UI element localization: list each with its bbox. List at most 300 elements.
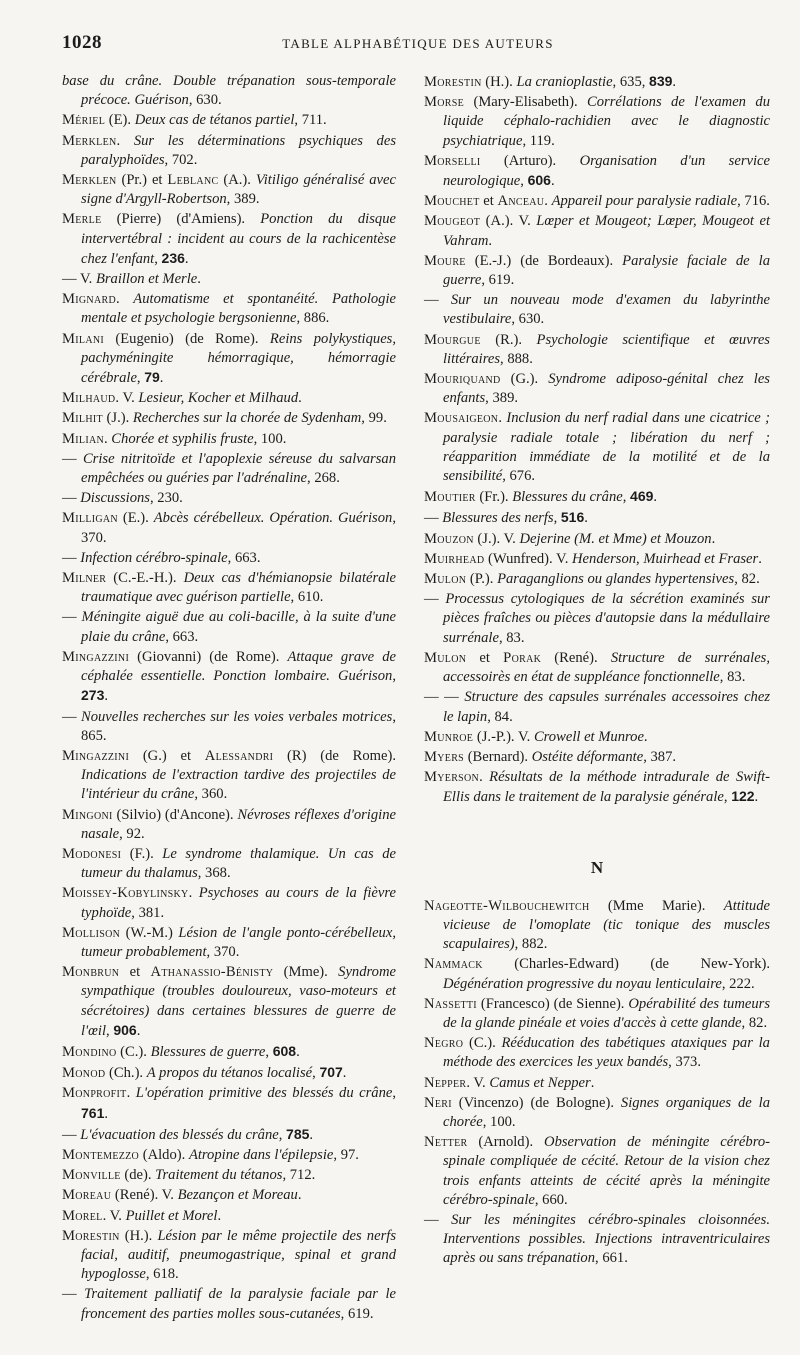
entry-text: ,: [312, 1065, 320, 1082]
entry-title: Syndrome adiposo-génital chez les enfants: [443, 371, 770, 407]
entry-text: (Vincenzo) (de Bologne).: [451, 1094, 621, 1111]
entry-page-ref: 707: [319, 1064, 343, 1081]
index-entry: [424, 291, 770, 329]
index-entry: [424, 570, 770, 589]
entry-text: . V.: [102, 1207, 126, 1224]
entry-title: Résultats de la méthode intradurale de Swift-Ellis dans le traitement de la paralysie générale: [443, 769, 770, 806]
entry-author: Porak: [503, 649, 542, 666]
entry-author: Mouchet: [424, 193, 480, 210]
entry-title: Camus et Nepper: [489, 1074, 591, 1091]
entry-text: .: [297, 1187, 302, 1204]
entry-author: Nassetti: [424, 995, 477, 1012]
entry-text: (A.).: [218, 172, 256, 189]
entry-text: (Mary-Elisabeth).: [464, 94, 588, 111]
entry-text: , 100.: [253, 430, 287, 447]
entry-author: Myers: [424, 748, 465, 765]
index-entry: [424, 590, 770, 648]
entry-author: Monprofit: [62, 1085, 127, 1102]
entry-author: Morestin: [424, 74, 482, 90]
entry-author: Myerson: [424, 769, 480, 786]
entry-text: .: [115, 291, 134, 308]
index-entry: [424, 748, 770, 767]
index-entry: [62, 1285, 396, 1323]
index-entry: [62, 1084, 396, 1123]
entry-author: Mulon: [424, 649, 467, 666]
entry-page-ref: 236: [161, 249, 185, 266]
page-number: 1028: [62, 32, 102, 53]
entry-text: ,: [265, 1043, 273, 1060]
entry-title: Blessures des nerfs: [442, 510, 554, 527]
entry-title: Ostéite déformante: [531, 748, 644, 765]
entry-text: et: [466, 649, 504, 666]
entry-title: Structure de surrénales, accessoirès en état de suppléance fonctionnelle: [443, 649, 770, 686]
entry-text: ,: [723, 789, 732, 806]
entry-text: , 630.: [188, 92, 222, 109]
index-entry: [424, 212, 770, 250]
entry-text: —: [62, 1126, 81, 1143]
entry-text: , 663.: [165, 628, 199, 645]
entry-text: (H.).: [119, 1227, 158, 1244]
index-entry: [424, 1211, 770, 1269]
entry-text: , 83.: [719, 669, 746, 686]
entry-text: , 660.: [534, 1191, 568, 1208]
index-entry: [62, 171, 396, 209]
entry-text: , 619.: [481, 272, 515, 289]
entry-text: , 82.: [734, 571, 760, 588]
entry-text: (Mme Marie).: [589, 897, 724, 914]
entry-text: (F.).: [121, 845, 163, 862]
entry-text: (E.-J.) (de Bordeaux).: [465, 252, 623, 269]
entry-page-ref: 79: [144, 369, 160, 386]
index-entry: [424, 649, 770, 687]
entry-page-ref: 469: [630, 488, 654, 505]
index-entry: [424, 331, 770, 369]
entry-author: Monod: [62, 1065, 106, 1082]
entry-title: Signes organiques de la chorée: [443, 1094, 770, 1130]
entry-text: .: [479, 769, 490, 786]
index-entry: [62, 290, 396, 328]
entry-title: Rééducation des tabétiques ataxiques par la méthode des exercices les yeux bandés: [443, 1035, 770, 1071]
entry-page-ref: 606: [527, 172, 551, 189]
right-column: [424, 72, 770, 1270]
entry-title: Deux cas de tétanos partiel: [134, 112, 295, 129]
entry-author: Neri: [424, 1094, 452, 1111]
entry-title: Opérabilité des tumeurs de la glande pinéale et voies d'accès à cette glande: [443, 995, 770, 1031]
entry-author: Morse: [424, 94, 465, 111]
entry-text: , 886.: [296, 310, 330, 327]
entry-title: Lœper et Mougeot; Lœper, Mougeot et Vahram: [443, 213, 770, 249]
entry-title: Attaque grave de céphalée essentielle. Ponction lombaire. Guérison: [81, 648, 396, 685]
entry-title: Psychologie scientifique et œuvres littéraires: [443, 331, 770, 367]
entry-author: Monville: [62, 1167, 121, 1184]
entry-text: (J.-P.). V.: [473, 728, 534, 745]
entry-author: Milhaud: [62, 390, 116, 407]
index-entry: [62, 884, 396, 922]
entry-text: (H.).: [481, 74, 517, 90]
entry-author: Mollison: [62, 924, 121, 941]
entry-text: .: [584, 510, 588, 527]
entry-author: Munroe: [424, 728, 474, 745]
entry-author: Merklen: [62, 172, 117, 189]
entry-text: .: [217, 1207, 222, 1224]
entry-title: A propos du tétanos localisé: [146, 1065, 313, 1082]
entry-text: ,: [392, 1085, 396, 1102]
entry-title: Organisation d'un service neurologique: [443, 152, 771, 190]
entry-author: Moissey-Kobylinsky: [62, 885, 189, 902]
entry-title: Sur les déterminations psychiques des paralyphoïdes: [81, 132, 396, 168]
index-entry: [62, 708, 396, 746]
entry-author: Mignard: [62, 291, 116, 308]
entry-text: — —: [424, 689, 465, 706]
entry-title: Processus cytologiques de la sécrétion examinés sur pièces fraîches ou pièces d'autopsie dans la médullaire surrénale: [443, 591, 770, 646]
index-entry: [62, 963, 396, 1041]
entry-title: Braillon et Merle: [95, 271, 198, 288]
entry-text: , 389.: [226, 191, 260, 208]
entry-text: ,: [622, 489, 631, 506]
index-entry: [62, 1227, 396, 1285]
entry-author: Nepper: [424, 1074, 467, 1091]
entry-text: , 610.: [290, 589, 324, 606]
entry-page-ref: 839: [649, 73, 673, 89]
entry-author: Mougeot: [424, 213, 481, 230]
entry-text: (P.).: [466, 571, 498, 588]
index-entry: [62, 549, 396, 568]
index-entry: [62, 1166, 396, 1185]
index-entry: [62, 509, 396, 547]
entry-text: , 882.: [514, 936, 548, 953]
entry-text: (Giovanni) (de Rome).: [129, 648, 288, 665]
index-entry: [62, 111, 396, 130]
index-entry: [424, 768, 770, 807]
entry-title: L'opération primitive des blessés du crâne: [135, 1085, 393, 1102]
index-entry: [62, 747, 396, 805]
entry-text: , 618.: [145, 1266, 179, 1283]
entry-text: (René).: [541, 649, 611, 666]
entry-title: Atropine dans l'épilepsie: [188, 1146, 334, 1163]
entry-author: Milligan: [62, 510, 118, 527]
entry-text: .: [544, 193, 552, 210]
entry-text: (E.).: [117, 510, 154, 527]
entry-title: Lésion de l'angle ponto-cérébelleux, tumeur probablement: [81, 924, 396, 960]
entry-title: Ponction du disque intervertébral : incident au cours de la rachicentèse chez l'enfant: [81, 211, 396, 267]
entry-text: , 676.: [502, 468, 536, 485]
index-entry: [62, 1125, 396, 1145]
entry-author: Modonesi: [62, 845, 122, 862]
entry-author: Muirhead: [424, 550, 485, 567]
entry-text: .: [298, 390, 302, 407]
entry-text: , 83.: [498, 629, 525, 646]
entry-text: ,: [154, 250, 162, 267]
entry-text: , 370.: [81, 510, 396, 546]
entry-text: —: [62, 490, 81, 507]
entry-text: , 381.: [131, 904, 165, 921]
entry-text: , 661.: [595, 1250, 628, 1267]
entry-text: , 389.: [485, 390, 519, 407]
entry-text: , 222.: [721, 975, 755, 992]
entry-title: Sur un nouveau mode d'examen du labyrinthe vestibulaire: [443, 292, 770, 328]
entry-author: Montemezzo: [62, 1146, 140, 1163]
index-entry: [62, 210, 396, 269]
entry-author: Mulon: [424, 571, 467, 588]
index-entry: [62, 489, 396, 508]
entry-author: Alessandri: [204, 747, 274, 764]
entry-title: Automatisme et spontanéité. Pathologie mentale et psychologie bergsonienne: [81, 291, 397, 327]
entry-text: , 711.: [294, 112, 327, 129]
entry-text: . V.: [115, 390, 139, 407]
entry-text: .: [188, 885, 199, 902]
entry-page-ref: 516: [560, 509, 585, 526]
entry-text: (G.) et: [129, 747, 205, 764]
entry-text: ,: [553, 510, 561, 527]
entry-text: —: [424, 1211, 452, 1228]
entry-text: .: [643, 728, 648, 745]
entry-title: Deux cas d'hémianopsie bilatérale traumatique avec guérison partielle: [81, 570, 396, 606]
entry-text: (R.).: [480, 331, 537, 348]
entry-text: ,: [106, 1022, 114, 1039]
entry-text: (R) (de Rome).: [273, 747, 397, 764]
entry-text: .: [672, 74, 677, 90]
index-entry: [424, 1133, 770, 1210]
entry-text: (W.-M.): [120, 924, 179, 941]
entry-text: .: [653, 489, 658, 506]
index-entry: [62, 409, 396, 428]
entry-author: Milner: [62, 570, 107, 587]
entry-author: Mingazzini: [62, 747, 130, 764]
entry-text: , 268.: [307, 470, 340, 487]
index-entry: [62, 845, 396, 883]
entry-text: (de).: [120, 1167, 156, 1184]
entry-text: — V.: [62, 271, 96, 288]
entry-author: Moreau: [62, 1187, 112, 1204]
entry-text: , 387.: [643, 748, 677, 765]
entry-author: Morel: [62, 1207, 103, 1224]
entry-title: base du crâne. Double trépanation sous-temporale précoce. Guérison: [62, 73, 396, 109]
entry-author: Moutier: [424, 489, 476, 506]
entry-text: , 84.: [487, 708, 513, 725]
entry-text: ,: [136, 370, 145, 387]
entry-text: —: [424, 292, 451, 309]
index-entry: [424, 1034, 770, 1072]
entry-author: Merklen: [62, 132, 117, 149]
entry-author: Morestin: [62, 1227, 120, 1244]
index-entry: [62, 430, 396, 449]
entry-text: .: [754, 789, 759, 806]
entry-title: Traitement palliatif de la paralysie faciale par le froncement des parties molles sous-cutanées: [81, 1286, 396, 1322]
entry-title: Lésion par le même projectile des nerfs facial, auditif, pneumogastrique, spinal et grand hypoglosse: [81, 1227, 396, 1283]
entry-text: , 373.: [668, 1054, 701, 1071]
entry-title: Appareil pour paralysie radiale: [551, 193, 738, 210]
entry-title: Paraganglions ou glandes hypertensives: [497, 571, 735, 588]
entry-title: Structure des capsules surrénales accessoires chez le lapin: [443, 689, 770, 725]
index-entry: [424, 550, 770, 569]
entry-text: (G.).: [500, 371, 549, 388]
entry-author: Mondino: [62, 1043, 117, 1060]
entry-title: Paralysie faciale de la guerre: [443, 252, 770, 289]
entry-text: .: [104, 430, 112, 447]
left-column: [62, 72, 396, 1325]
index-entry: [62, 330, 396, 389]
section-letter: N: [590, 857, 604, 877]
entry-author: Athanassio-Bénisty: [150, 964, 274, 981]
entry-page-ref: 608: [272, 1042, 297, 1059]
entry-text: —: [62, 1286, 85, 1303]
entry-text: .: [104, 688, 109, 705]
entry-title: Névroses réflexes d'origine nasale: [81, 806, 396, 842]
entry-page-ref: 785: [286, 1125, 310, 1142]
entry-text: .: [126, 1085, 136, 1102]
entry-text: (Pierre) (d'Amiens).: [101, 211, 261, 228]
entry-text: .: [711, 530, 716, 547]
entry-text: , 712.: [282, 1167, 316, 1184]
entry-author: Mingoni: [62, 806, 113, 823]
entry-title: Crise nitritoïde et l'apoplexie séreuse du salvarsan empêchées ou guéries par l'adrénaline: [81, 450, 396, 487]
entry-author: Mingazzini: [62, 648, 130, 665]
entry-text: .: [758, 550, 762, 567]
index-entry: [424, 152, 770, 191]
entry-text: , 716.: [737, 193, 770, 210]
entry-text: (Charles-Edward) (de New-York).: [482, 956, 770, 973]
entry-title: Blessures de guerre: [150, 1043, 266, 1060]
entry-title: Reins polykystiques, pachyméningite hémorragique, hémorragie cérébrale: [81, 330, 397, 387]
index-entry: [62, 1146, 396, 1165]
entry-title: Psychoses au cours de la fièvre typhoïde: [81, 885, 396, 921]
entry-text: , 360.: [194, 786, 228, 803]
entry-author: Leblanc: [167, 172, 219, 189]
entry-title: Observation de méningite cérébro-spinale compliquée de cécité. Retour de la vision chez trois enfants atteints de cécité après la méningite cérébro-spinale: [443, 1134, 770, 1208]
entry-text: (Bernard).: [464, 748, 532, 765]
entry-text: .: [488, 232, 493, 249]
entry-text: .: [498, 410, 507, 427]
index-entry: [424, 72, 770, 92]
entry-author: Nammack: [424, 956, 483, 973]
entry-page-ref: 761: [81, 1104, 105, 1121]
entry-text: .: [309, 1126, 314, 1143]
entry-text: .: [590, 1074, 595, 1091]
entry-text: , 230.: [149, 490, 183, 507]
entry-text: —: [62, 708, 81, 725]
entry-text: (René). V.: [111, 1187, 178, 1204]
entry-text: , 119.: [522, 132, 555, 149]
entry-text: —: [424, 510, 443, 527]
entry-title: Le syndrome thalamique. Un cas de tumeur du thalamus: [81, 845, 396, 882]
entry-text: (Eugenio) (de Rome).: [104, 330, 270, 347]
index-entry: [424, 728, 770, 747]
entry-title: Indications de l'extraction tardive des projectiles de l'intérieur du crâne: [81, 767, 396, 803]
index-entry: [62, 1186, 396, 1205]
entry-author: Merle: [62, 211, 102, 228]
entry-text: (Silvio) (d'Ancone).: [112, 806, 238, 823]
entry-text: .: [136, 1022, 141, 1039]
entry-text: (Mme).: [273, 964, 339, 981]
entry-text: .: [116, 132, 134, 149]
entry-author: Mourgue: [424, 331, 481, 348]
entry-title: Bezançon et Moreau: [177, 1187, 298, 1204]
entry-text: ,: [520, 173, 528, 190]
index-entry: [62, 608, 396, 646]
index-entry: [424, 409, 770, 486]
entry-title: Puillet et Morel: [125, 1207, 218, 1224]
entry-text: , 663.: [227, 549, 261, 566]
entry-text: ,: [278, 1126, 287, 1143]
entry-title: Henderson, Muirhead et Fraser: [572, 550, 759, 567]
index-entry: [62, 72, 396, 110]
entry-title: Infection cérébro-spinale: [80, 549, 228, 566]
entry-title: Vitiligo généralisé avec signe d'Argyll-Robertson: [81, 172, 396, 208]
entry-author: Mousaigeon: [424, 410, 499, 427]
entry-author: Mouriquand: [424, 371, 501, 388]
entry-text: (C.).: [463, 1035, 502, 1052]
entry-text: , 368.: [197, 865, 231, 882]
entry-text: .: [550, 173, 555, 190]
entry-text: (Arturo).: [480, 152, 580, 169]
entry-author: Monbrun: [62, 964, 120, 981]
entry-title: Lesieur, Kocher et Milhaud: [138, 390, 299, 407]
entry-text: —: [62, 609, 82, 626]
entry-text: .: [159, 370, 164, 387]
entry-text: , 100.: [482, 1113, 516, 1130]
entry-text: , 97.: [333, 1146, 359, 1163]
entry-text: —: [424, 591, 446, 608]
entry-text: .: [342, 1065, 347, 1082]
index-entry: [62, 1207, 396, 1226]
entry-text: , 99.: [361, 410, 387, 427]
index-entry: [62, 389, 396, 408]
index-entry: [424, 1094, 770, 1132]
entry-text: .: [184, 250, 189, 267]
entry-text: (Aldo).: [139, 1146, 189, 1163]
index-entry: [424, 252, 770, 290]
index-entry: [62, 806, 396, 844]
entry-title: Syndrome sympathique (troubles douloureux, vaso-moteurs et sécrétoires) dans certaines blessures de guerre de l'œil: [81, 964, 396, 1039]
entry-text: .: [104, 1105, 109, 1122]
index-entry: [62, 450, 396, 488]
entry-title: Blessures du crâne: [512, 489, 623, 506]
index-entry: [424, 508, 770, 528]
entry-title: Recherches sur la chorée de Sydenham: [132, 410, 362, 427]
entry-text: (A.). V.: [480, 213, 537, 230]
entry-title: Corrélations de l'examen du liquide céphalo-rachidien avec le diagnostic psychiatrique: [443, 94, 770, 149]
index-entry: [62, 924, 396, 962]
entry-text: .: [197, 271, 201, 288]
index-entry: [62, 569, 396, 607]
entry-title: Abcès cérébelleux. Opération. Guérison: [153, 510, 393, 527]
entry-text: , 92.: [119, 825, 145, 842]
entry-author: Milani: [62, 330, 104, 347]
entry-author: Morselli: [424, 152, 481, 169]
entry-text: (J.). V.: [473, 530, 520, 547]
index-entry: [424, 192, 770, 211]
entry-text: (Francesco) (de Sienne).: [476, 995, 629, 1012]
index-entry: [62, 1042, 396, 1062]
entry-text: , 82.: [741, 1014, 768, 1031]
entry-title: L'évacuation des blessés du crâne: [80, 1126, 279, 1143]
entry-text: , 370.: [206, 943, 240, 960]
entry-author: Anceau: [497, 193, 545, 210]
entry-author: Mouzon: [424, 530, 474, 547]
entry-title: Traitement du tétanos: [155, 1167, 283, 1184]
running-title: TABLE ALPHABÉTIQUE DES AUTEURS: [282, 36, 554, 51]
entry-text: ,: [392, 668, 396, 685]
entry-text: (Ch.).: [105, 1065, 147, 1082]
entry-title: Inclusion du nerf radial dans une cicatrice ; paralysie radiale totale ; libération du nerf ; réapparition immédiate de la motilité et de la sensibilité: [443, 410, 771, 485]
entry-page-ref: 906: [113, 1021, 137, 1038]
entry-text: —: [62, 549, 81, 566]
index-entry: [424, 530, 770, 549]
entry-text: (Arnold).: [467, 1134, 545, 1151]
entry-text: , 630.: [511, 311, 545, 328]
entry-title: Crowell et Munroe: [533, 728, 644, 745]
entry-text: , 702.: [164, 151, 198, 168]
